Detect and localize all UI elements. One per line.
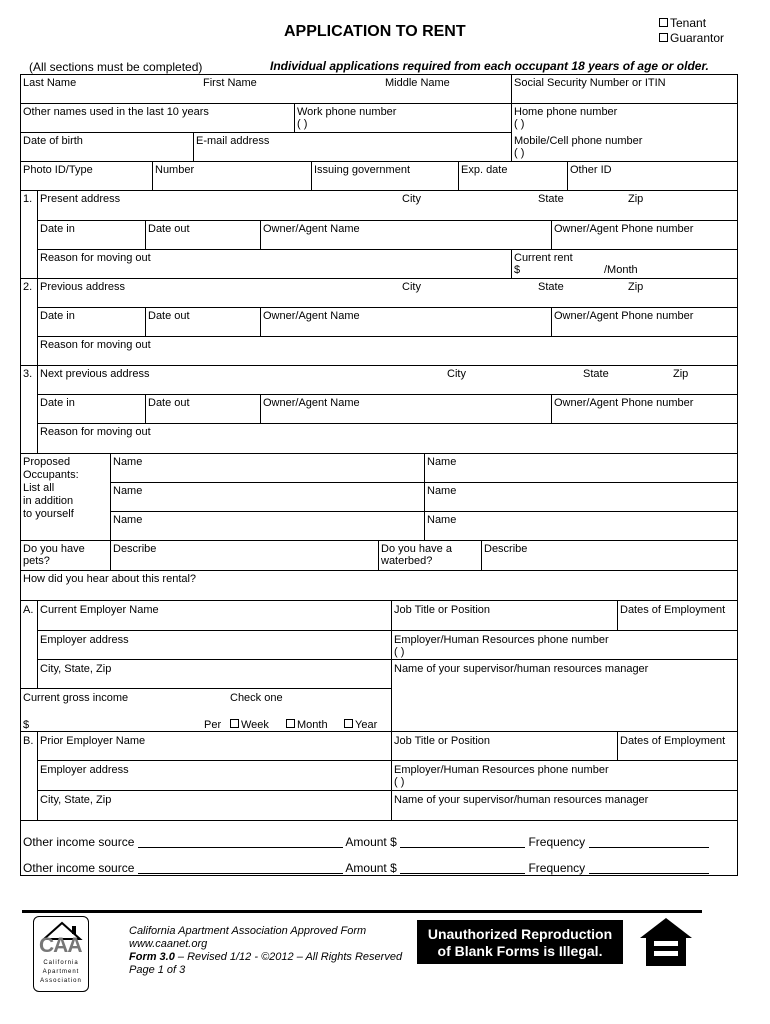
occupant-name-label: Name: [113, 485, 143, 497]
form-title: APPLICATION TO RENT: [284, 23, 466, 40]
footer-website: www.caanet.org: [129, 938, 208, 950]
state-label: State: [538, 193, 564, 205]
mobile-paren: ( ): [514, 147, 525, 159]
zip-label: Zip: [673, 368, 689, 380]
other-income-label: Other income source: [23, 861, 135, 875]
individual-applications-note: Individual applications required from each occupant 18 years of age or older.: [270, 59, 709, 73]
per-month-label: /Month: [604, 264, 638, 276]
how-did-you-hear-label: How did you hear about this rental?: [23, 573, 197, 585]
guarantor-option[interactable]: [659, 32, 724, 44]
tenant-checkbox[interactable]: [659, 18, 668, 27]
waterbed-question-line: waterbed?: [381, 555, 433, 567]
hr-phone-paren: ( ): [394, 776, 405, 788]
amount-label: Amount $: [345, 861, 397, 875]
year-option[interactable]: [344, 719, 377, 731]
occupant-name-label: Name: [427, 514, 457, 526]
employer-address-label: Employer address: [40, 764, 129, 776]
guarantor-label: Guarantor: [670, 31, 725, 45]
address-3-number: 3.: [23, 368, 33, 380]
home-phone-paren: ( ): [514, 118, 525, 130]
employer-b-letter: B.: [23, 735, 34, 747]
work-phone-paren: ( ): [297, 118, 308, 130]
footer-revised: – Revised 1/12 - ©2012 – All Rights Reserved: [174, 951, 403, 963]
pets-question-line: Do you have: [23, 543, 85, 555]
tenant-option[interactable]: [659, 17, 706, 29]
state-label: State: [538, 281, 564, 293]
hr-phone-label: Employer/Human Resources phone number: [394, 764, 609, 776]
city-label: City: [447, 368, 466, 380]
footer-approved: California Apartment Association Approved Form: [129, 925, 367, 937]
proposed-occupants-label: [23, 456, 79, 521]
tenant-label: Tenant: [670, 16, 707, 30]
work-phone-label: Work phone number: [297, 106, 397, 118]
check-one-label: Check one: [230, 692, 283, 704]
reason-moving-label: Reason for moving out: [40, 426, 151, 438]
owner-agent-phone-label: Owner/Agent Phone number: [554, 310, 694, 322]
equal-housing-icon: [638, 916, 694, 968]
occupants-label-line: Proposed: [23, 456, 71, 468]
owner-agent-name-label: Owner/Agent Name: [263, 310, 360, 322]
unauthorized-reproduction-notice: [417, 920, 623, 964]
email-label: E-mail address: [196, 135, 270, 147]
reason-moving-label: Reason for moving out: [40, 252, 151, 264]
id-number-label: Number: [155, 164, 195, 176]
week-checkbox[interactable]: [230, 719, 239, 728]
last-name-label: Last Name: [23, 77, 77, 89]
per-label: Per: [204, 719, 222, 731]
city-label: City: [402, 193, 421, 205]
city-state-zip-label: City, State, Zip: [40, 663, 112, 675]
year-label: Year: [355, 719, 378, 731]
city-label: City: [402, 281, 421, 293]
pets-question-line: pets?: [23, 555, 50, 567]
dates-employment-label: Dates of Employment: [620, 604, 726, 616]
exp-date-label: Exp. date: [461, 164, 508, 176]
amount-field[interactable]: [400, 864, 525, 874]
month-option[interactable]: [286, 719, 328, 731]
year-checkbox[interactable]: [344, 719, 353, 728]
occupants-label-line: Occupants:: [23, 469, 79, 481]
caa-logo-caption-line: Association: [40, 978, 82, 984]
supervisor-label: Name of your supervisor/human resources manager: [394, 794, 649, 806]
hr-phone-label: Employer/Human Resources phone number: [394, 634, 609, 646]
next-previous-address-label: Next previous address: [40, 368, 150, 380]
prior-employer-label: Prior Employer Name: [40, 735, 146, 747]
date-in-label: Date in: [40, 223, 75, 235]
frequency-label: Frequency: [528, 835, 586, 849]
other-income-field[interactable]: [138, 864, 343, 874]
owner-agent-phone-label: Owner/Agent Phone number: [554, 397, 694, 409]
footer-form-number: [129, 951, 402, 964]
occupant-name-label: Name: [427, 456, 457, 468]
frequency-field[interactable]: [589, 864, 709, 874]
other-income-label: Other income source: [23, 835, 135, 849]
owner-agent-phone-label: Owner/Agent Phone number: [554, 223, 694, 235]
owner-agent-name-label: Owner/Agent Name: [263, 397, 360, 409]
pets-describe-label: Describe: [113, 543, 157, 555]
date-out-label: Date out: [148, 223, 190, 235]
reason-moving-label: Reason for moving out: [40, 339, 151, 351]
footer-rule: [22, 910, 702, 913]
amount-label: Amount $: [345, 835, 397, 849]
caa-logo-caption-line: California: [43, 960, 79, 966]
caa-logo-caption-line: Apartment: [42, 969, 80, 975]
occupants-label-line: List all: [23, 482, 55, 494]
frequency-field[interactable]: [589, 838, 709, 848]
warning-line: Unauthorized Reproduction: [427, 926, 613, 942]
mobile-label: Mobile/Cell phone number: [514, 135, 643, 147]
occupant-name-label: Name: [113, 514, 143, 526]
waterbed-question: [381, 543, 452, 567]
zip-label: Zip: [628, 193, 644, 205]
occupants-label-line: in addition: [23, 495, 74, 507]
job-title-label: Job Title or Position: [394, 604, 490, 616]
occupant-name-label: Name: [427, 485, 457, 497]
warning-line: of Blank Forms is Illegal.: [437, 943, 603, 959]
footer-form-id: Form 3.0: [129, 951, 175, 963]
city-state-zip-label: City, State, Zip: [40, 794, 112, 806]
state-label: State: [583, 368, 609, 380]
ssn-label: Social Security Number or ITIN: [514, 77, 666, 89]
month-checkbox[interactable]: [286, 719, 295, 728]
caa-logo: [33, 916, 89, 992]
home-phone-label: Home phone number: [514, 106, 618, 118]
dob-label: Date of birth: [23, 135, 83, 147]
dates-employment-label: Dates of Employment: [620, 735, 726, 747]
other-income-row: [23, 862, 709, 874]
address-2-number: 2.: [23, 281, 33, 293]
week-label: Week: [241, 719, 269, 731]
all-sections-note: (All sections must be completed): [29, 60, 203, 74]
other-income-field[interactable]: [138, 838, 343, 848]
gross-income-label: Current gross income: [23, 692, 129, 704]
hr-phone-paren: ( ): [394, 646, 405, 658]
week-option[interactable]: [230, 719, 269, 731]
first-name-label: First Name: [203, 77, 257, 89]
date-in-label: Date in: [40, 310, 75, 322]
footer-info: [129, 925, 402, 977]
zip-label: Zip: [628, 281, 644, 293]
owner-agent-name-label: Owner/Agent Name: [263, 223, 360, 235]
other-names-label: Other names used in the last 10 years: [23, 106, 209, 118]
pets-question: [23, 543, 85, 567]
footer-page-number: Page 1 of 3: [129, 964, 186, 976]
current-rent-label: Current rent: [514, 252, 573, 264]
date-out-label: Date out: [148, 310, 190, 322]
caa-logo-caption: [34, 959, 88, 986]
job-title-label: Job Title or Position: [394, 735, 490, 747]
middle-name-label: Middle Name: [385, 77, 450, 89]
previous-address-label: Previous address: [40, 281, 125, 293]
occupant-name-label: Name: [113, 456, 143, 468]
occupants-label-line: to yourself: [23, 508, 74, 520]
waterbed-question-line: Do you have a: [381, 543, 452, 555]
date-out-label: Date out: [148, 397, 190, 409]
address-1-number: 1.: [23, 193, 33, 205]
supervisor-label: Name of your supervisor/human resources manager: [394, 663, 649, 675]
caa-logo-letters: CAA: [39, 934, 82, 957]
guarantor-checkbox[interactable]: [659, 33, 668, 42]
current-employer-label: Current Employer Name: [40, 604, 159, 616]
waterbed-describe-label: Describe: [484, 543, 528, 555]
present-address-label: Present address: [40, 193, 121, 205]
issuing-government-label: Issuing government: [314, 164, 410, 176]
amount-field[interactable]: [400, 838, 525, 848]
employer-address-label: Employer address: [40, 634, 129, 646]
income-dollar-sign: $: [23, 719, 30, 731]
employer-a-letter: A.: [23, 604, 34, 616]
month-label: Month: [297, 719, 328, 731]
photo-id-label: Photo ID/Type: [23, 164, 93, 176]
date-in-label: Date in: [40, 397, 75, 409]
frequency-label: Frequency: [528, 861, 586, 875]
other-income-row: [23, 836, 709, 848]
rent-dollar-sign: $: [514, 264, 521, 276]
other-id-label: Other ID: [570, 164, 612, 176]
